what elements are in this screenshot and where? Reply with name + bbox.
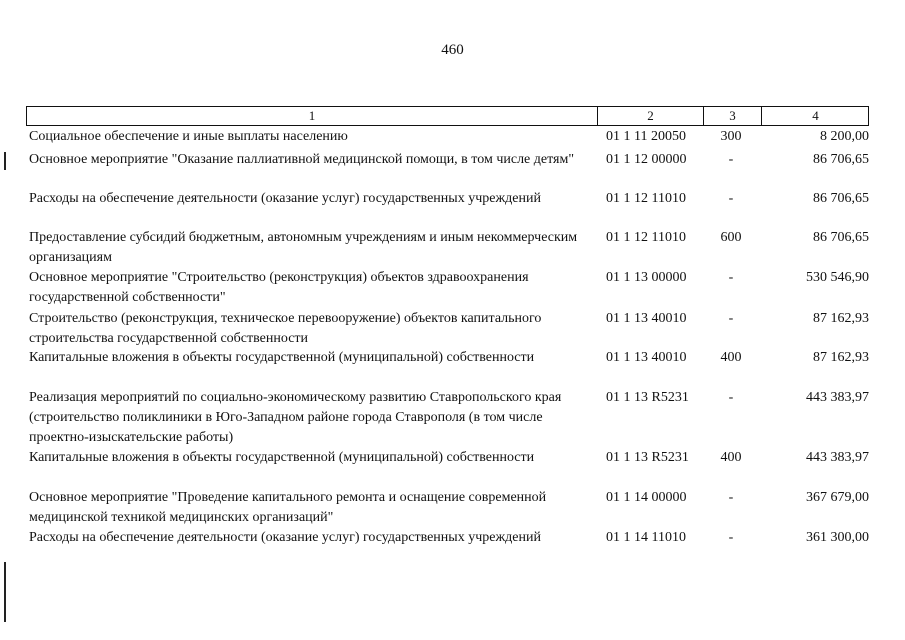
header-cell-3: 3 — [703, 107, 761, 125]
row-type: - — [728, 530, 734, 545]
row-code: 01 1 12 11010 — [606, 191, 686, 206]
row-name: Капитальные вложения в объекты государственной (муниципальной) собственности — [29, 450, 535, 465]
row-name: Строительство (реконструкция, техническое перевооружение) объектов капитального строительства государственной собственности — [29, 311, 542, 346]
row-amount: 8 200,00 — [820, 129, 869, 144]
row-name: Расходы на обеспечение деятельности (оказание услуг) государственных учреждений — [29, 191, 541, 206]
row-code: 01 1 11 20050 — [606, 129, 686, 144]
row-amount: 86 706,65 — [813, 191, 869, 206]
table-header — [26, 106, 869, 126]
row-type: 400 — [720, 450, 742, 465]
row-type: 400 — [720, 350, 742, 365]
header-cell-4: 4 — [761, 107, 869, 125]
row-code: 01 1 12 11010 — [606, 230, 686, 245]
margin-mark — [4, 562, 6, 622]
row-name: Реализация мероприятий по социально-экономическому развитию Ставропольского края (строительство поликлиники в Юго-Западном районе города Ставрополя (в том числе проектно-изыскательские работы) — [29, 390, 562, 445]
row-amount: 443 383,97 — [806, 390, 869, 405]
row-code: 01 1 13 40010 — [606, 311, 687, 326]
row-name: Основное мероприятие "Проведение капитального ремонта и оснащение современной медицинской техникой медицинских организаций" — [29, 490, 547, 525]
row-code: 01 1 13 R5231 — [606, 450, 689, 465]
row-code: 01 1 13 00000 — [606, 270, 687, 285]
row-code: 01 1 14 00000 — [606, 490, 687, 505]
row-type: - — [728, 490, 734, 505]
row-name: Основное мероприятие "Строительство (реконструкция) объектов здравоохранения государственной собственности" — [29, 270, 529, 305]
row-name: Социальное обеспечение и иные выплаты населению — [29, 129, 348, 144]
row-amount: 443 383,97 — [806, 450, 869, 465]
row-type: - — [728, 152, 734, 167]
row-name: Расходы на обеспечение деятельности (оказание услуг) государственных учреждений — [29, 530, 541, 545]
row-amount: 87 162,93 — [813, 311, 869, 326]
row-name: Предоставление субсидий бюджетным, автономным учреждениям и иным некоммерческим организациям — [29, 230, 578, 265]
row-amount: 367 679,00 — [806, 490, 869, 505]
row-amount: 530 546,90 — [806, 270, 869, 285]
page-number: 460 — [441, 42, 464, 58]
row-amount: 361 300,00 — [806, 530, 869, 545]
row-code: 01 1 14 11010 — [606, 530, 686, 545]
row-name: Капитальные вложения в объекты государственной (муниципальной) собственности — [29, 350, 535, 365]
row-name: Основное мероприятие "Оказание паллиативной медицинской помощи, в том числе детям" — [29, 152, 575, 167]
row-type: - — [728, 311, 734, 326]
row-amount: 86 706,65 — [813, 152, 869, 167]
row-amount: 87 162,93 — [813, 350, 869, 365]
row-type: 600 — [720, 230, 742, 245]
row-amount: 86 706,65 — [813, 230, 869, 245]
row-type: - — [728, 390, 734, 405]
row-code: 01 1 13 R5231 — [606, 390, 689, 405]
margin-mark — [4, 152, 6, 170]
header-cell-2: 2 — [597, 107, 703, 125]
row-code: 01 1 12 00000 — [606, 152, 687, 167]
row-type: - — [728, 191, 734, 206]
row-type: 300 — [720, 129, 742, 144]
row-code: 01 1 13 40010 — [606, 350, 687, 365]
row-type: - — [728, 270, 734, 285]
header-cell-1: 1 — [308, 108, 316, 123]
